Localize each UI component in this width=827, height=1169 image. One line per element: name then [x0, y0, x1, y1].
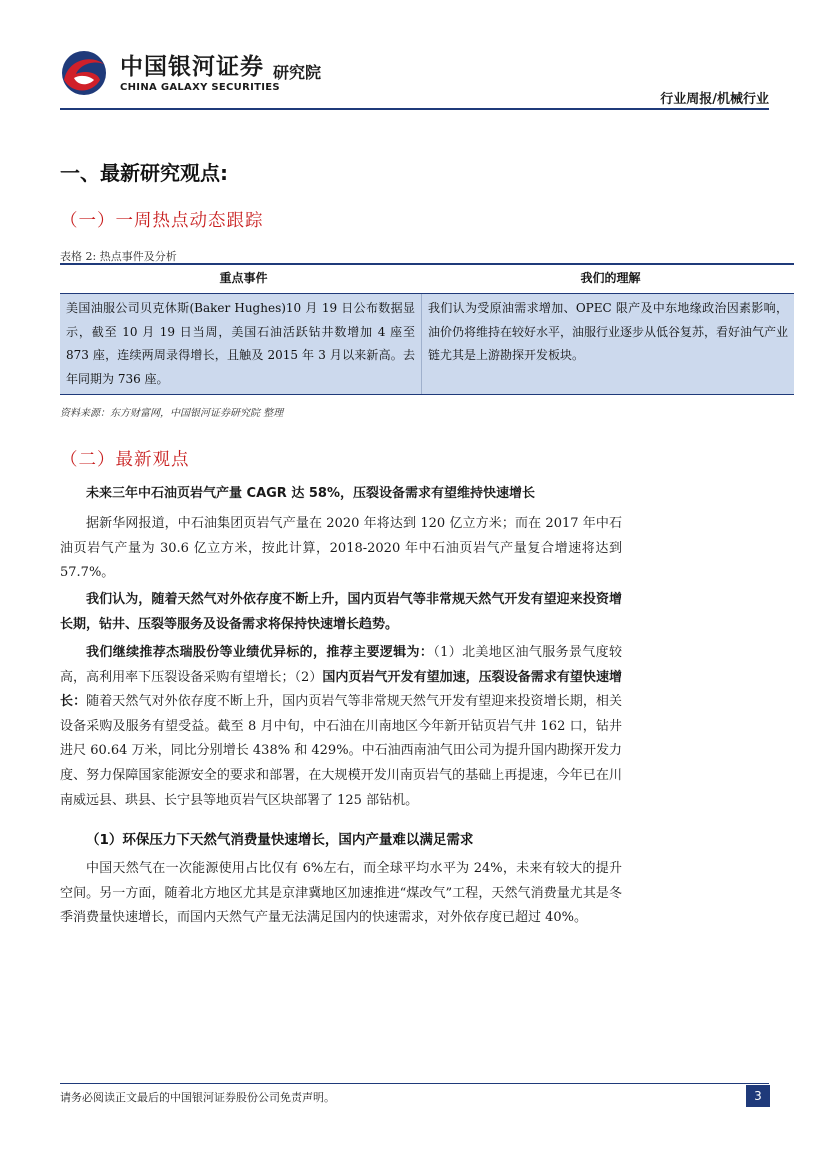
- galaxy-logo-icon: [54, 48, 114, 98]
- table-header-event: 重点事件: [219, 271, 268, 285]
- logo-chinese-name: 中国银河证券: [120, 54, 264, 80]
- table-caption: 表格 2: 热点事件及分析: [60, 250, 177, 263]
- section-title: 一、最新研究观点:: [60, 161, 228, 185]
- subsection-title-latest-views: （二）最新观点: [60, 450, 190, 470]
- table-header-row: [60, 265, 794, 294]
- header-divider: [60, 108, 769, 110]
- subheading-gas-demand: （1）环保压力下天然气消费量快速增长，国内产量难以满足需求: [86, 832, 474, 848]
- table-header-analysis: 我们的理解: [580, 271, 641, 285]
- paragraph-gas-demand: 中国天然气在一次能源使用占比仅有 6%左右，而全球平均水平为 24%，未来有较大的提升空间。另一方面，随着北方地区尤其是京津冀地区加速推进“煤改气”工程，天然气消费量尤其是冬季消费量快速增长，而国内天然气产量无法满足国内的快速需求，对外依存度已超过 40%。: [60, 861, 622, 926]
- headline: 未来三年中石油页岩气产量 CAGR 达 58%，压裂设备需求有望维持快速增长: [86, 486, 535, 501]
- table-source-note: 资料来源：东方财富网，中国银河证券研究院 整理: [60, 408, 284, 419]
- recommendation-logic-2-lead: 国内页岩气开发有望加速，压裂设备需求有望快速增长：: [60, 669, 622, 710]
- hot-events-table: [60, 263, 794, 395]
- paragraph-shale-output: 据新华网报道，中石油集团页岩气产量在 2020 年将达到 120 亿立方米；而在 2017 年中石油页岩气产量为 30.6 亿立方米，按此计算，2018-2020 年中石油页岩气产量复合增速将达到 57.7%。: [60, 516, 622, 581]
- logo-english-name: CHINA GALAXY SECURITIES: [120, 82, 280, 93]
- recommendation-logic-1: （1）北美地区油气服务景气度较高，高利用率下压裂设备采购有望增长；（2）: [60, 645, 622, 685]
- report-category: 行业周报/机械行业: [660, 92, 769, 107]
- footer-divider: [60, 1083, 769, 1084]
- table-cell-analysis: 我们认为受原油需求增加、OPEC 限产及中东地缘政治因素影响，油价仍将维持在较好水平，油服行业逐步从低谷复苏，看好油气产业链尤其是上游勘探开发板块。: [428, 301, 789, 362]
- paragraph-view: 我们认为，随着天然气对外依存度不断上升，国内页岩气等非常规天然气开发有望迎来投资增长期，钻井、压裂等服务及设备需求将保持快速增长趋势。: [60, 592, 622, 632]
- page-number: 3: [746, 1085, 770, 1107]
- company-logo: [40, 44, 350, 104]
- table-cell-event: 美国油服公司贝克休斯(Baker Hughes)10 月 19 日公布数据显示，截至 10 月 19 日当周，美国石油活跃钻井数增加 4 座至 873 座，连续两周录得增长，且触及 2015 年 3 月以来新高。去年同期为 736 座。: [60, 294, 422, 394]
- logo-institute: 研究院: [273, 63, 322, 82]
- table-row: [60, 294, 794, 395]
- recommendation-logic-2: 随着天然气对外依存度不断上升，国内页岩气等非常规天然气开发有望迎来投资增长期，相关设备采购及服务有望受益。截至 8 月中旬，中石油在川南地区今年新开钻页岩气井 162 口，钻井进尺 60.64 万米，同比分别增长 438% 和 429%。中石油西南油气田公司为提升国内勘探开发力度、努力保障国家能源安全的要求和部署，在大规模开发川南页岩气的基础上再提速，今年已在川南威远县、珙县、长宁县等地页岩气区块部署了 125 部钻机。: [60, 694, 622, 808]
- footer-disclaimer: 请务必阅读正文最后的中国银河证券股份公司免责声明。: [60, 1091, 335, 1104]
- paragraph-recommendation: [60, 641, 622, 813]
- subsection-title-hot-events: （一）一周热点动态跟踪: [60, 211, 264, 231]
- recommendation-lead: 我们继续推荐杰瑞股份等业绩优异标的，推荐主要逻辑为：: [86, 645, 434, 660]
